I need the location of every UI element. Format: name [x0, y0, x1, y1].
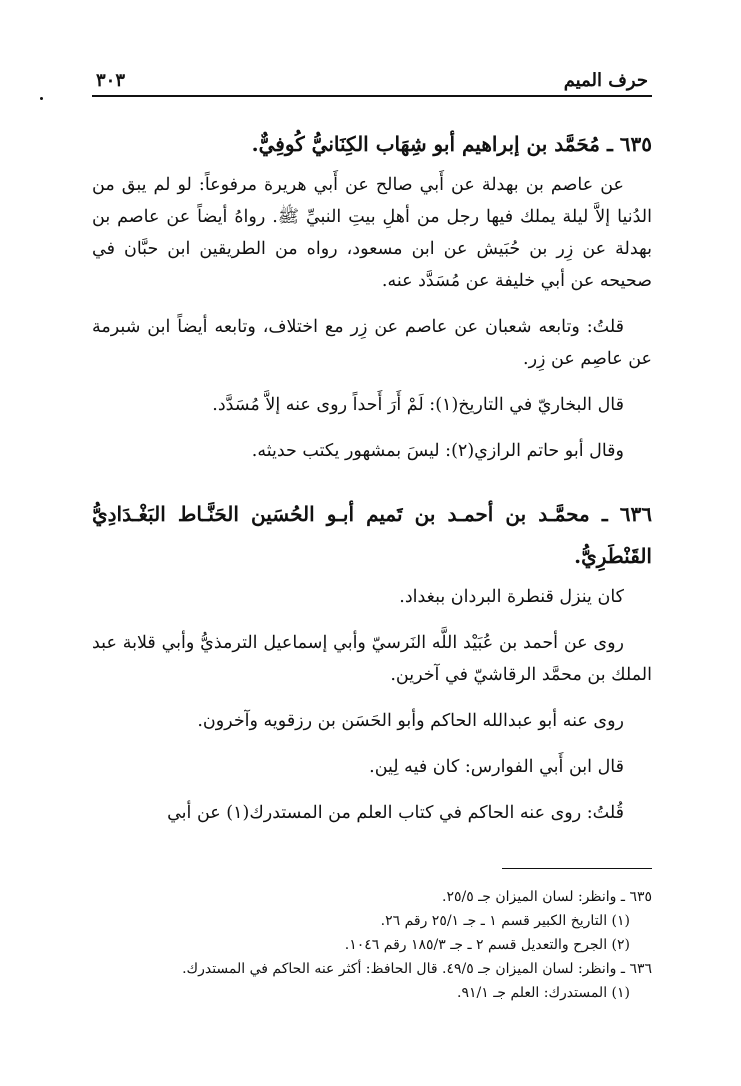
entry-636-paragraph-3: روى عنه أبو عبدالله الحاكم وأبو الحَسَن بن رزقويه وآخرون.: [197, 711, 624, 731]
entry-635-paragraph-1: عن عاصم بن بهدلة عن أَبي صالح عن أَبي هريرة مرفوعاً: لو لم يبق من الدُنيا إلاَّ ليلة يملك فيها رجل من أهلِ بيتِ النبيِّ ﷺ. رواهُ أيضاً عن عاصم بن بهدلة عن زِر بن حُبَيش عن ابن مسعود، رواه من الطريقين ابن حبَّان في صحيحه عن أبي خليفة عن مُسَدَّد عنه.: [92, 175, 652, 291]
footnote-636-1: (١) المستدرك: العلم جـ ٩١/١.: [457, 985, 630, 1001]
footnote-635-2: (٢) الجرح والتعديل قسم ٢ ـ جـ ١٨٥/٣ رقم ١٠٤٦.: [344, 937, 630, 953]
entry-636-paragraph-5: قُلتُ: روى عنه الحاكم في كتاب العلم من المستدرك(١) عن أبي: [167, 803, 624, 823]
footnote-635-1: (١) التاريخ الكبير قسم ١ ـ جـ ٢٥/١ رقم ٢٦.: [380, 913, 630, 929]
entry-635-paragraph-3: قال البخاريّ في التاريخ(١): لَمْ أَرَ أَحداً روى عنه إلاَّ مُسَدَّد.: [212, 395, 624, 415]
entry-635-paragraph-4: وقال أبو حاتم الرازي(٢): ليسَ بمشهور يكتب حديثه.: [251, 441, 624, 461]
footnote-rule: [502, 868, 652, 869]
header-title: حرف الميم: [563, 70, 648, 91]
entry-636-paragraph-1: كان ينزل قنطرة البردان ببغداد.: [399, 587, 624, 607]
entry-636-paragraph-4: قال ابن أَبي الفوارس: كان فيه لِين.: [369, 757, 624, 777]
footnote-636-see-also: ٦٣٦ ـ وانظر: لسان الميزان جـ ٤٩/٥. قال الحافظ: أكثر عنه الحاكم في المستدرك.: [182, 961, 652, 977]
page-number: ٣٠٣: [96, 70, 126, 91]
page-body: [92, 70, 652, 843]
footnotes: [92, 868, 652, 1005]
stray-dot-mark: [40, 97, 43, 100]
entry-635-paragraph-2: قلتُ: وتابعه شعبان عن عاصم عن زِر مع اختلاف، وتابعه أيضاً ابن شبرمة عن عاصِم عن زِر.: [92, 317, 652, 369]
entry-636-paragraph-2: روى عن أحمد بن عُبَيْد اللَّه النَرسيّ وأبي إسماعيل الترمذيُّ وأبي قلابة عبد الملك بن محمَّد الرقاشيّ في آخرين.: [92, 633, 652, 685]
footnote-635-see-also: ٦٣٥ ـ وانظر: لسان الميزان جـ ٢٥/٥.: [442, 889, 652, 905]
entry-635-heading: ٦٣٥ ـ مُحَمَّد بن إبراهيم أبو شِهَاب الكِنَانيُّ كُوفِيٌّ.: [251, 132, 652, 156]
running-header: [92, 70, 652, 97]
entry-636-heading: ٦٣٦ ـ محمَّـد بن أحمـد بن تَميم أبـو الحُسَين الحَنَّـاط البَغْـدَادِيُّ القَنْطَرِيُّ.: [92, 502, 652, 568]
